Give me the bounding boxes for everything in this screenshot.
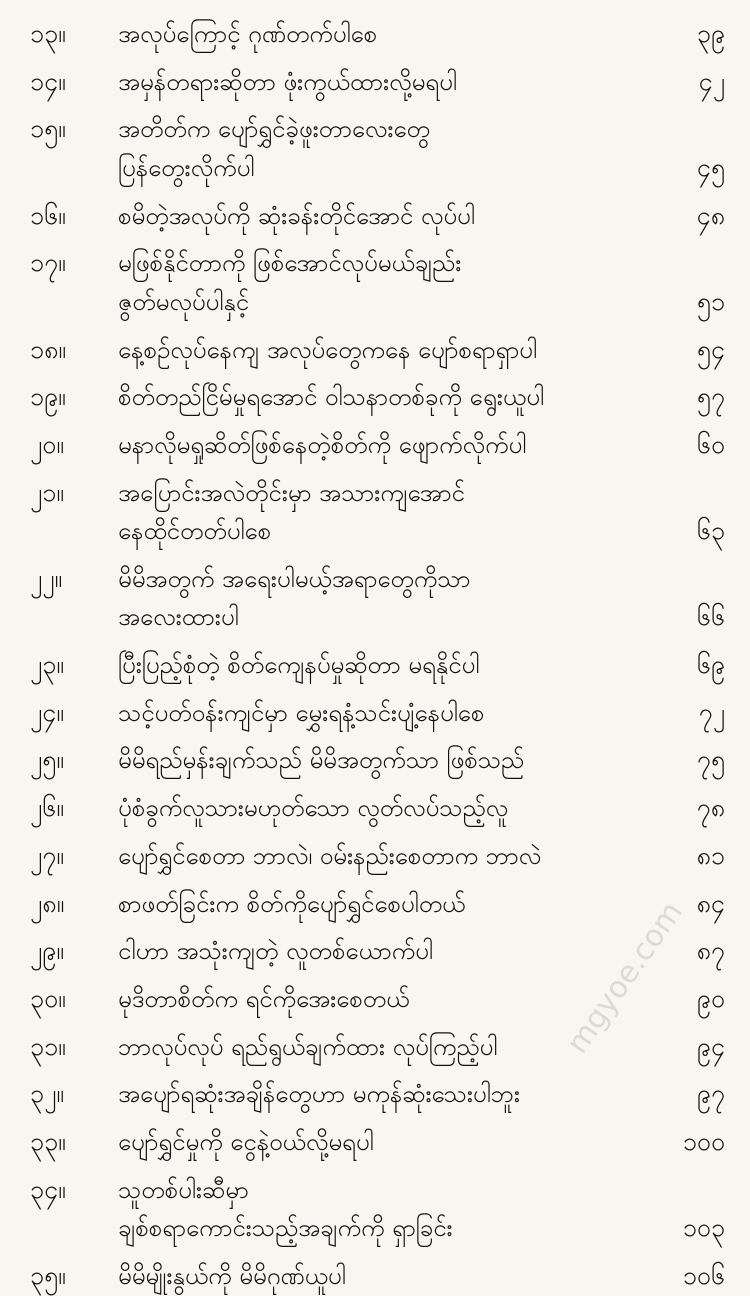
- chapter-title: အပျော်ရဆုံးအချိန်တွေဟာ မကုန်ဆုံးသေးပါဘူး: [118, 1080, 520, 1109]
- page-number: ၄၂: [698, 66, 725, 96]
- chapter-title: သင့်ပတ်ဝန်းကျင်မှာ မွှေးရနံ့သင်းပျံ့နေပါစေ: [118, 698, 485, 727]
- chapter-number: ၂၁။: [30, 477, 64, 507]
- chapter-number: ၂၈။: [30, 888, 65, 918]
- page-number: ၉၄: [696, 1031, 725, 1061]
- toc-entry-line: [0, 836, 750, 876]
- toc-entry-line: [0, 1170, 750, 1210]
- page-number: ၅၁: [696, 286, 725, 316]
- chapter-title: မဖြစ်နိုင်တာကို ဖြစ်အောင်လုပ်မယ်ချည်း: [118, 249, 462, 278]
- page-number: ၈၁: [696, 840, 725, 870]
- toc-entry-line: [0, 788, 750, 828]
- page-number: ၁၀၆: [682, 1260, 725, 1290]
- toc-entry-line: [0, 1208, 750, 1248]
- page-number: ၇၂: [698, 697, 725, 727]
- chapter-title: မိမိအတွက် အရေးပါမယ့်အရာတွေကိုသာ: [118, 564, 471, 593]
- chapter-title: သူတစ်ပါးဆီမှာ: [118, 1175, 249, 1204]
- toc-entry-line: [0, 62, 750, 102]
- chapter-number: ၂၄။: [30, 697, 64, 727]
- chapter-title: ပြန်တွေးလိုက်ပါ: [118, 153, 255, 182]
- chapter-title: မနာလိုမရှုဆိတ်ဖြစ်နေတဲ့စိတ်ကို ဖျောက်လိုက်ပါ: [118, 430, 527, 459]
- chapter-title: စိတ်တည်ငြိမ်မှုရအောင် ဝါသနာတစ်ခုကို ရွေးယူပါ: [118, 383, 545, 412]
- page-number: ၄၅: [696, 152, 725, 182]
- chapter-number: ၁၃။: [30, 19, 66, 48]
- chapter-number: ၁၆။: [30, 200, 66, 230]
- chapter-title: မိမိရည်မှန်းချက်သည် မိမိအတွက်သာ ဖြစ်သည်: [118, 746, 525, 775]
- chapter-number: ၃၀။: [30, 983, 66, 1013]
- chapter-title: အပြောင်းအလဲတိုင်းမှာ အသားကျအောင်: [118, 478, 465, 507]
- toc-entry-line: [0, 1074, 750, 1114]
- page-number: ၈၇: [696, 936, 725, 966]
- chapter-title: နေ့စဉ်လုပ်နေကျ အလုပ်တွေကနေ ပျော်စရာရှာပါ: [118, 335, 538, 364]
- chapter-number: ၃၅။: [30, 1260, 66, 1290]
- page-number: ၆၀: [696, 429, 725, 459]
- chapter-number: ၁၅။: [30, 114, 66, 144]
- toc-entry-line: [0, 14, 750, 54]
- page-number: ၆၉: [696, 650, 725, 679]
- toc-entry-line: [0, 109, 750, 149]
- chapter-title: အလေးထားပါ: [118, 603, 239, 632]
- toc-entry-line: [0, 511, 750, 551]
- toc-entry-line: [0, 559, 750, 599]
- toc-entry-line: [0, 1256, 750, 1296]
- toc-entry-line: [0, 884, 750, 924]
- chapter-title: ငါဟာ အသုံးကျတဲ့ လူတစ်ယောက်ပါ: [118, 937, 433, 966]
- toc-entry-line: [0, 693, 750, 733]
- toc-entry-line: [0, 645, 750, 685]
- chapter-title: မိမိမျိုးနွယ်ကို မိမိဂုဏ်ယူပါ: [118, 1261, 346, 1290]
- website-watermark: mgyoe.com: [560, 895, 690, 1061]
- chapter-number: ၃၁။: [30, 1031, 66, 1061]
- page-number: ၈၄: [696, 888, 725, 918]
- chapter-title: အတိတ်က ပျော်ရွှင်ခဲ့ဖူးတာလေးတွေ: [118, 115, 430, 144]
- chapter-title: နေထိုင်တတ်ပါစေ: [118, 517, 272, 546]
- toc-entry-line: [0, 377, 750, 417]
- chapter-title: ဘာလုပ်လုပ် ရည်ရွယ်ချက်ထား လုပ်ကြည့်ပါ: [118, 1032, 498, 1061]
- chapter-number: ၂၉။: [30, 936, 64, 966]
- page-number: ၃၉: [696, 19, 725, 48]
- chapter-title: စမိတဲ့အလုပ်ကို ဆုံးခန်းတိုင်အောင် လုပ်ပါ: [118, 201, 475, 230]
- page-number: ၉၇: [696, 1079, 725, 1109]
- chapter-number: ၃၄။: [30, 1174, 66, 1204]
- toc-entry-line: [0, 740, 750, 780]
- toc-entry-line: [0, 473, 750, 513]
- chapter-number: ၃၃။: [30, 1127, 66, 1156]
- chapter-title: မုဒိတာစိတ်က ရင်ကိုအေးစေတယ်: [118, 984, 410, 1013]
- chapter-title: ပြီးပြည့်စုံတဲ့ စိတ်ကျေနပ်မှုဆိုတာ မရနိုင်ပါ: [118, 651, 480, 679]
- toc-entry-line: [0, 1122, 750, 1162]
- chapter-number: ၁၈။: [30, 334, 66, 364]
- page-number: ၆၆: [696, 602, 725, 632]
- chapter-number: ၂၇။: [30, 840, 64, 870]
- chapter-number: ၃၂။: [30, 1079, 64, 1109]
- page-number: ၁၀၀: [682, 1127, 725, 1156]
- chapter-title: ပုံစံခွက်လူသားမဟုတ်သော လွတ်လပ်သည့်လူ: [118, 794, 509, 823]
- chapter-number: ၂၀။: [30, 429, 64, 459]
- toc-entry-line: [0, 597, 750, 637]
- toc-entry-line: [0, 148, 750, 188]
- chapter-title: အလုပ်ကြောင့် ဂုဏ်တက်ပါစေ: [118, 20, 378, 48]
- toc-entry-line: [0, 1027, 750, 1067]
- page-number: ၅၄: [696, 334, 725, 364]
- page-number: ၆၃: [696, 516, 725, 546]
- chapter-number: ၁၉။: [30, 382, 66, 412]
- page-number: ၉၀: [696, 983, 725, 1013]
- chapter-title: ပျော်ရွှင်စေတာ ဘာလဲ၊ ဝမ်းနည်းစေတာက ဘာလဲ: [118, 841, 542, 870]
- toc-entry-line: [0, 282, 750, 322]
- page-number: ၄၈: [696, 200, 725, 230]
- chapter-number: ၂၅။: [30, 745, 64, 775]
- page-number: ၅၇: [696, 382, 725, 412]
- chapter-number: ၁၄။: [30, 66, 66, 96]
- page-number: ၇၈: [696, 793, 725, 823]
- chapter-title: ဇွတ်မလုပ်ပါနှင့်: [118, 287, 250, 316]
- chapter-number: ၁၇။: [30, 248, 66, 278]
- chapter-number: ၂၂။: [30, 563, 63, 593]
- toc-entry-line: [0, 330, 750, 370]
- chapter-title: ပျော်ရွှင်မှုကို ငွေနဲ့ဝယ်လို့မရပါ: [118, 1128, 374, 1156]
- chapter-number: ၂၃။: [30, 650, 64, 679]
- chapter-title: အမှန်တရားဆိုတာ ဖုံးကွယ်ထားလို့မရပါ: [118, 67, 457, 96]
- toc-entry-line: [0, 425, 750, 465]
- chapter-title: ချစ်စရာကောင်းသည့်အချက်ကို ရှာခြင်း: [118, 1214, 453, 1243]
- page-number: ၇၅: [696, 745, 725, 775]
- toc-entry-line: [0, 243, 750, 283]
- page-number: ၁၀၃: [682, 1213, 725, 1243]
- chapter-title: စာဖတ်ခြင်းက စိတ်ကိုပျော်ရွှင်စေပါတယ်: [118, 889, 466, 918]
- chapter-number: ၂၆။: [30, 793, 64, 823]
- toc-entry-line: [0, 196, 750, 236]
